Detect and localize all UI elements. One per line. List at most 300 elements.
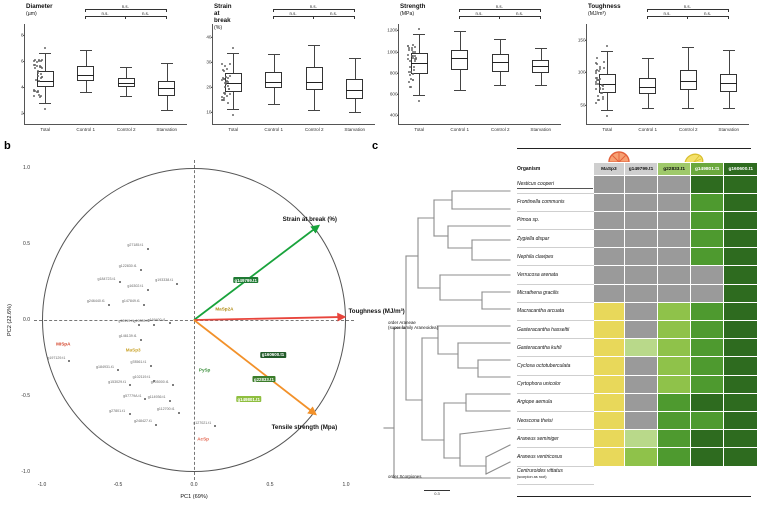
data-point [221,63,223,65]
whisker-cap [120,67,132,68]
heatmap-cell [594,230,625,248]
y-tick-label: 10 [206,109,212,114]
pca-x-tick: 1.0 [342,482,350,488]
box [492,54,509,72]
panel-c-label: c [372,140,379,152]
pca-vector-label: Tensile strength (Mpa) [271,424,338,432]
median-line [411,63,428,64]
x-tick-label: Total [414,126,425,132]
pca-highlighted-gene: g22833.t1 [253,376,274,382]
whisker-cap [80,92,92,93]
heatmap-cell [724,211,758,229]
heatmap-row [517,466,758,484]
heatmap-cell [724,466,758,484]
heatmap-cell [724,430,758,448]
significance-tick [459,16,460,19]
whisker-cap [227,109,239,110]
heatmap-cell [624,411,658,429]
data-point [603,61,605,63]
panel-a-boxplots [0,0,758,140]
whisker-cap [39,53,51,54]
data-point [598,70,600,72]
pca-gene-label: g27801.t1 [109,408,126,413]
box [451,50,468,70]
heatmap-row [517,339,758,357]
whisker-cap [535,48,547,49]
pca-y-tick: 0.0 [23,317,30,323]
phylogenetic-tree [382,178,517,498]
data-point [224,65,226,67]
data-point [221,99,223,101]
y-tick-mark [397,30,399,31]
box [77,66,94,80]
y-tick-mark [23,87,25,88]
boxplot-title: Toughness (MJ/m³) [588,3,621,17]
significance-tick [540,9,541,12]
x-tick-label: Starvation [718,126,740,132]
significance-tick [459,9,460,12]
pca-y-axis-label: PC2 (22.6%) [7,303,13,337]
heatmap-cell [594,266,625,284]
whisker-cap [308,110,320,111]
heatmap-cell [658,375,691,393]
significance-bar [85,9,166,10]
pca-silk-label: MaSp3 [125,347,141,353]
organism-name: Gasteracantha kuhli [517,339,594,357]
heatmap-cell [658,411,691,429]
significance-bar [125,16,166,17]
heatmap-row [517,321,758,339]
heatmap-cell [690,176,724,194]
pca-silk-label: MiSpA [56,341,71,347]
significance-label: n.s. [663,10,671,16]
y-tick-label: 4 [20,84,24,90]
y-tick-label: 8 [20,32,24,38]
pca-gene-label: g112700.t1 [156,407,175,412]
heatmap-cell [724,230,758,248]
significance-tick [273,9,274,12]
pca-gene-label: g246440.t1 [86,299,105,304]
significance-label: n.s. [289,10,297,16]
panel-b-label: b [4,140,11,152]
heatmap-cell [690,430,724,448]
heatmap-cell [658,193,691,211]
y-tick-mark [23,61,25,62]
pca-gene-label: g169400.t1 [147,317,166,322]
heatmap-cell [724,302,758,320]
significance-tick [687,16,688,19]
x-tick-label: Control 2 [678,126,698,132]
y-tick-label: 1000 [387,49,398,55]
heatmap-cell [594,430,625,448]
pca-silk-label: PySp [198,367,211,373]
y-tick-mark [585,105,587,106]
significance-bar [313,16,354,17]
data-point [410,71,412,73]
outlier-point [418,100,420,102]
significance-tick [313,16,314,19]
pca-x-tick: 0.5 [266,482,274,488]
x-tick-label: Total [602,126,613,132]
pca-gene-label: g184723.t1 [97,276,116,281]
organism-name: Araneus seminiger [517,430,594,448]
heatmap-cell [690,448,724,466]
y-tick-label: 600 [389,91,398,97]
pca-y-tick: 0.5 [23,241,30,247]
data-point [408,81,410,83]
heatmap-cell [624,248,658,266]
heatmap-cell [724,375,758,393]
outlier-point [232,114,234,116]
heatmap-cell [690,302,724,320]
organism-name: Zygiella dispar [517,230,594,248]
heatmap-cell [594,339,625,357]
organism-name: Cyrtophora unicolor [517,375,594,393]
significance-label: n.s. [121,3,129,9]
significance-label: n.s. [101,10,109,16]
y-tick-label: 150 [577,37,586,43]
x-tick-label: Control 2 [304,126,324,132]
heatmap-cell [624,375,658,393]
pca-highlighted-gene: g160600.t1 [261,352,285,358]
significance-bar [85,16,126,17]
pca-gene-label: g193338.t1 [155,278,174,283]
data-point [38,59,40,61]
significance-bar [273,16,314,17]
pca-gene-label: g78561.t1 [130,360,147,365]
heatmap-row [517,211,758,229]
whisker-cap [308,45,320,46]
whisker-cap [161,63,173,64]
whisker-cap [601,110,613,111]
data-point [595,102,597,104]
median-line [158,88,175,89]
data-point [34,59,36,61]
pca-gene-label: g248427.t1 [134,419,152,424]
pca-gene-label: g18119.t1 [118,319,135,324]
data-point [414,46,416,48]
median-line [306,82,323,83]
whisker-cap [268,54,280,55]
median-line [720,83,737,84]
data-point [36,61,38,63]
outlier-point [418,28,420,30]
pca-gene-label: g19339.t1 [133,319,150,324]
heatmap-cell [690,466,724,484]
whisker-cap [494,39,506,40]
heatmap-cell [724,339,758,357]
heatmap-cell [690,357,724,375]
x-tick-label: Control 2 [116,126,136,132]
heatmap-cell [594,193,625,211]
significance-label: n.s. [495,3,503,9]
significance-tick [354,9,355,12]
pca-silk-label: AcSp [197,436,209,442]
heatmap-column-header: g160600.t1 [724,163,758,176]
outlier-point [606,115,608,117]
data-point [601,92,603,94]
heatmap-row [517,375,758,393]
pca-gene-label: g197129.t1 [47,355,66,360]
heatmap-cell [724,176,758,194]
heatmap-cell [690,393,724,411]
median-line [680,81,697,82]
x-tick-label: Total [228,126,239,132]
heatmap-row [517,284,758,302]
heatmap-column-header: g22833.t1 [658,163,691,176]
data-point [409,74,411,76]
heatmap-cell [594,321,625,339]
data-point [603,67,605,69]
data-point [41,76,43,78]
whisker-cap [682,108,694,109]
significance-label: n.s. [683,3,691,9]
pca-gene-label: g102119.t1 [132,375,151,380]
y-tick-label: 30 [206,59,212,64]
heatmap-cell [624,357,658,375]
whisker-cap [413,34,425,35]
significance-label: n.s. [703,10,712,16]
y-tick-mark [397,73,399,74]
heatmap-cell [624,266,658,284]
outlier-point [44,47,46,49]
heatmap-cell [724,321,758,339]
boxplot-axes [206,24,375,132]
heatmap-column-header: g149799.t1 [624,163,658,176]
data-point [34,67,36,69]
organism-name: Micrathena gracilis [517,284,594,302]
heatmap-row [517,193,758,211]
data-point [598,99,600,101]
heatmap-row [517,430,758,448]
data-point [226,68,228,70]
whisker-cap [349,112,361,113]
heatmap-cell [624,230,658,248]
organism-name: Neoscona theisi [517,411,594,429]
y-tick-mark [397,94,399,95]
heatmap-cell [624,211,658,229]
whisker-cap [723,108,735,109]
heatmap-cell [594,357,625,375]
x-tick-label: Starvation [344,126,366,132]
significance-bar [499,16,540,17]
heatmap-row [517,266,758,284]
pca-gene-label: g184931.t1 [96,364,114,369]
y-tick-label: 50 [580,102,586,108]
heatmap-cell [690,321,724,339]
whisker-cap [349,58,361,59]
y-tick-mark [211,37,213,38]
pca-highlighted-gene: g149801.t1 [237,396,260,402]
pca-gene-label: g146139.t1 [118,334,137,339]
heatmap-top-rule [517,148,751,149]
heatmap-cell [690,211,724,229]
heatmap-cell [594,448,625,466]
pca-x-tick: 0.0 [190,482,198,488]
heatmap-body [517,176,758,485]
y-tick-label: 100 [577,69,586,75]
median-line [77,75,94,76]
heatmap-column-header: Organism [517,166,541,172]
data-point [410,86,412,88]
heatmap-cell [658,284,691,302]
heatmap-cell [690,411,724,429]
organism-name: Pimoa sp. [517,211,594,229]
significance-label: n.s. [141,10,150,16]
organism-name: Araneus ventricosus [517,448,594,466]
heatmap-cell [624,302,658,320]
box [265,72,282,88]
significance-tick [166,16,167,19]
pca-gene-label: g105000.t1 [150,379,169,384]
heatmap-cell [594,375,625,393]
y-tick-mark [397,115,399,116]
y-tick-mark [211,62,213,63]
organism-name: Frontinella communis [517,193,594,211]
y-tick-mark [23,113,25,114]
whisker-cap [454,90,466,91]
significance-bar [273,9,354,10]
outlier-point [232,47,234,49]
data-point [597,95,599,97]
whisker-cap [601,51,613,52]
pca-vectors [34,160,354,480]
pca-y-tick: 1.0 [23,165,30,171]
pca-y-tick: -1.0 [21,469,30,475]
heatmap-cell [658,393,691,411]
pca-x-tick: -1.0 [37,482,47,488]
significance-bar [687,16,728,17]
data-point [226,95,228,97]
significance-label: n.s. [309,3,317,9]
x-tick-label: Control 1 [264,126,284,132]
y-tick-mark [211,112,213,113]
order-scorpiones-label: order Scorpiones [388,474,422,479]
box [346,79,363,99]
whisker-cap [682,47,694,48]
whisker-cap [642,108,654,109]
organism-name: Argiope aemula [517,393,594,411]
heatmap-cell [690,230,724,248]
median-line [492,62,509,63]
heatmap-cell [658,211,691,229]
panel-c-phylogeny-heatmap [372,140,758,514]
significance-tick [647,16,648,19]
x-tick-label: Total [40,126,51,132]
x-tick-label: Starvation [530,126,552,132]
boxplot-axes [577,24,749,132]
significance-bar [647,16,688,17]
organism-name: Centruroides vittatus (scorpion as root) [517,466,594,484]
tree-scale-label: 0.3 [434,491,440,496]
significance-tick [728,9,729,12]
median-line [346,90,363,91]
heatmap-cell [724,248,758,266]
heatmap-cell [658,466,691,484]
y-tick-mark [585,40,587,41]
whisker-cap [723,50,735,51]
x-tick-label: Starvation [156,126,178,132]
organism-name: Nesticus cooperi [517,176,594,194]
whisker-cap [535,85,547,86]
whisker-cap [227,53,239,54]
heatmap-row [517,411,758,429]
heatmap-cell [624,393,658,411]
pca-gene-label: g27185.t1 [127,243,144,248]
median-line [532,66,549,67]
heatmap-cell [594,411,625,429]
x-tick-label: Control 1 [638,126,658,132]
whisker-cap [39,103,51,104]
pca-gene-label: g16302.t1 [127,284,144,289]
heatmap-cell [624,339,658,357]
significance-label: n.s. [475,10,483,16]
data-point [227,81,229,83]
x-tick-label: Control 2 [490,126,510,132]
y-tick-label: 800 [389,70,398,76]
y-tick-mark [23,35,25,36]
boxplot-title: Diameter (µm) [26,3,53,17]
pca-highlighted-gene: g149799.t1 [234,277,257,283]
heatmap-cell [658,321,691,339]
data-point [602,98,604,100]
y-tick-label: 20 [206,84,212,89]
heatmap-cell [724,266,758,284]
heatmap-cell [594,466,625,484]
organism-name: Macracantha arcuata [517,302,594,320]
heatmap-table [517,162,758,485]
data-point [38,80,40,82]
pca-x-axis-label: PC1 (69%) [180,494,208,500]
heatmap-cell [658,339,691,357]
pca-gene-label: g122830.t1 [118,264,137,269]
whisker-cap [454,31,466,32]
significance-label: n.s. [329,10,338,16]
data-point [229,63,231,65]
heatmap-cell [624,466,658,484]
data-point [39,96,41,98]
significance-bar [459,16,500,17]
heatmap-cell [624,284,658,302]
heatmap-cell [594,176,625,194]
median-line [118,83,135,84]
data-point [227,85,229,87]
x-tick-label: Control 1 [76,126,96,132]
significance-tick [728,16,729,19]
heatmap-row [517,230,758,248]
whisker-cap [642,58,654,59]
heatmap-cell [594,302,625,320]
heatmap-cell [724,284,758,302]
data-point [33,95,35,97]
heatmap-cell [724,357,758,375]
y-tick-mark [585,72,587,73]
heatmap-grid [517,162,758,485]
data-point [407,45,409,47]
data-point [229,93,231,95]
organism-name: Cyclosa octotuberculata [517,357,594,375]
significance-tick [125,16,126,19]
significance-bar [459,9,540,10]
data-point [223,78,225,80]
data-point [412,73,414,75]
significance-label: n.s. [515,10,524,16]
x-tick-label: Control 1 [450,126,470,132]
pca-vector-label: Toughness (MJ/m³) [348,307,405,315]
heatmap-row [517,357,758,375]
heatmap-cell [658,266,691,284]
heatmap-row [517,248,758,266]
